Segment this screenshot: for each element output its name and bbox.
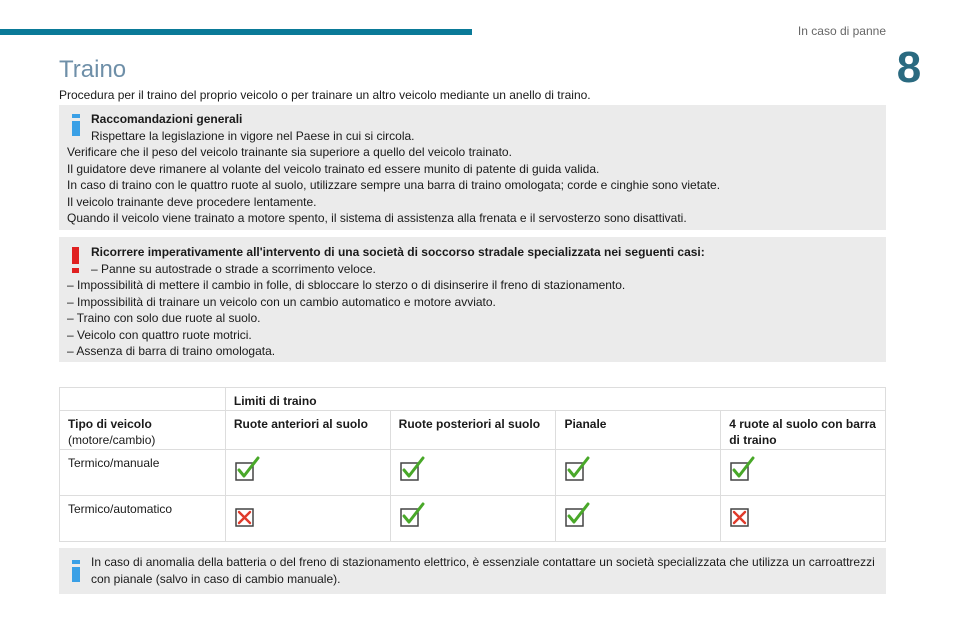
warning-icon [71,247,81,273]
chapter-number: 8 [886,45,932,91]
note-text: In caso di anomalia della batteria o del freno di stazionamento elettrico, è essenziale contattare un società specializzata che utilizza un carroattrezzi con pianale (salvo in caso di cambio manuale). [91,555,875,586]
table-row [60,450,886,496]
status-cell [721,496,886,542]
box-line: In caso di traino con le quattro ruote al suolo, utilizzare sempre una barra di traino omologata; corde e cinghie sono vietate. [67,178,721,192]
column-header: Ruote anteriori al suolo [225,411,390,450]
column-header: 4 ruote al suolo con barra di traino [721,411,886,450]
status-cell [721,450,886,496]
warning-item: – Assenza di barra di traino omologata. [67,344,276,358]
warning-item: – Traino con solo due ruote al suolo. [67,311,261,325]
warning-item: – Impossibilità di mettere il cambio in folle, di sbloccare lo sterzo o di disinserire il freno di stazionamento. [67,278,626,292]
status-cell [390,496,556,542]
row-label: Termico/automatico [60,496,226,542]
box-line: Quando il veicolo viene trainato a motore spento, il sistema di assistenza alla frenata e il servosterzo sono disattivati. [67,211,687,225]
column-header: Ruote posteriori al suolo [390,411,556,450]
info-icon [72,114,80,136]
battery-note-box [59,548,886,594]
warning-item: – Veicolo con quattro ruote motrici. [67,327,252,342]
status-cell [390,450,556,496]
row-header-cell [60,411,226,450]
towing-limits-table [59,387,886,542]
warning-box [59,237,886,362]
cross-icon [729,502,757,528]
box-heading: Raccomandazioni generali [91,112,243,126]
box-line: Rispettare la legislazione in vigore nel Paese in cui si circola. [91,128,415,143]
table-row [60,496,886,542]
check-icon [399,456,427,482]
status-cell [225,450,390,496]
warning-item: – Impossibilità di trainare un veicolo con un cambio automatico e motore avviato. [67,294,496,309]
box-line: Il guidatore deve rimanere al volante del veicolo trainato ed essere munito di patente di guida valida. [67,161,600,176]
page-title: Traino [59,56,127,83]
table-corner [60,388,226,411]
section-name: In caso di panne [797,24,886,38]
check-icon [564,502,592,528]
box-line: Verificare che il peso del veicolo trainante sia superiore a quello del veicolo trainato. [67,145,512,159]
warning-item: – Panne su autostrade o strade a scorrimento veloce. [91,261,376,276]
warning-heading: Ricorrere imperativamente all'intervento di una società di soccorso stradale specializzata nei seguenti casi: [91,245,705,259]
box-line: Il veicolo trainante deve procedere lentamente. [67,194,317,209]
intro-text: Procedura per il traino del proprio veicolo o per trainare un altro veicolo mediante un anello di traino. [59,88,591,102]
check-icon [564,456,592,482]
table-group-header: Limiti di traino [225,388,885,411]
check-icon [729,456,757,482]
row-header-sub: (motore/cambio) [68,433,156,447]
status-cell [556,450,721,496]
general-recommendations-box [59,105,886,230]
row-label: Termico/manuale [60,450,226,496]
status-cell [556,496,721,542]
row-header-title: Tipo di veicolo [68,417,152,431]
cross-icon [234,502,262,528]
info-icon [72,560,80,582]
header-accent-bar [0,29,472,35]
check-icon [234,456,262,482]
status-cell [225,496,390,542]
column-header: Pianale [556,411,721,450]
check-icon [399,502,427,528]
